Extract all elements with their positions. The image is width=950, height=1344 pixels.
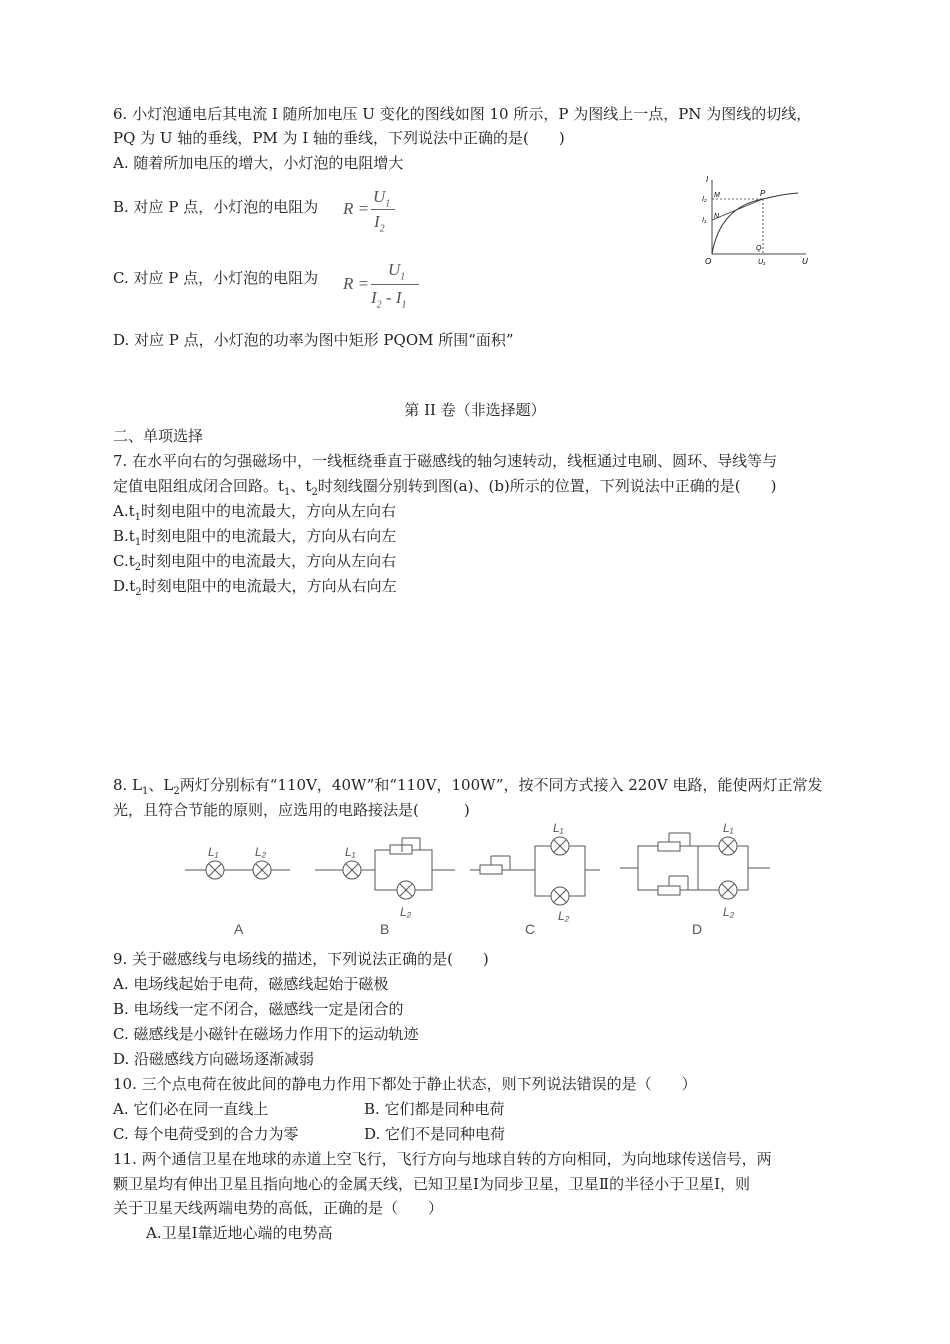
q10-stem: 10. 三个点电荷在彼此间的静电力作用下都处于静止状态，则下列说法错误的是（ ） xyxy=(113,1075,697,1093)
q6-option-a: A. 随着所加电压的增大，小灯泡的电阻增大 xyxy=(113,154,404,172)
q7-stem-line2: 定值电阻组成闭合回路。$t_1$、$t_2$时刻线圈分别转到图(a)、(b)所示的位置，下列说法中正确的是( ) xyxy=(113,477,777,498)
q7-option-c: $C.t_2$时刻电阻中的电流最大，方向从左向右 xyxy=(113,552,397,573)
label-o: O xyxy=(705,257,712,266)
circuit-c-label: C xyxy=(525,921,536,937)
q6-option-b: B. 对应 P 点，小灯泡的电阻为 xyxy=(113,198,319,216)
q6-stem-line1: 6. 小灯泡通电后其电流 I 随所加电压 U 变化的图线如图 10 所示，P 为图线上一点，PN 为图线的切线， xyxy=(113,105,812,123)
section-subtitle: 二、单项选择 xyxy=(113,427,204,445)
q8-stem-line1: 8. $L_1$、$L_2$两灯分别标有“110V，40W”和“110V，100W”，按不同方式接入 220V 电路，能使两灯正常发 xyxy=(113,776,823,797)
q8-stem-line2: 光，且符合节能的原则，应选用的电路接法是( ) xyxy=(113,801,470,819)
q6-stem-line2: PQ 为 U 轴的垂线，PM 为 I 轴的垂线，下列说法中正确的是( ) xyxy=(113,129,565,147)
circuit-b xyxy=(315,838,455,937)
circuit-c xyxy=(470,821,600,937)
circuit-b-l1: L₁ xyxy=(345,845,356,859)
circuit-b-l2: L₂ xyxy=(400,905,412,919)
q9-option-b: B. 电场线一定不闭合，磁感线一定是闭合的 xyxy=(113,1000,404,1018)
circuit-b-label: B xyxy=(380,921,390,937)
circuit-a-l2: L₂ xyxy=(255,845,267,859)
q11-stem-line3: 关于卫星天线两端电势的高低，正确的是（ ） xyxy=(113,1199,444,1217)
label-p: P xyxy=(760,189,766,198)
label-n: N xyxy=(714,213,720,220)
q11-stem-line1: 11. 两个通信卫星在地球的赤道上空飞行，飞行方向与地球自转的方向相同，为向地球传送信号，两 xyxy=(113,1150,772,1168)
label-i1: I₁ xyxy=(702,217,707,224)
q8-circuit-diagrams xyxy=(180,818,775,943)
circuit-d xyxy=(620,821,770,937)
q10-option-c: C. 每个电荷受到的合力为零 xyxy=(113,1125,299,1143)
q9-stem: 9. 关于磁感线与电场线的描述，下列说法正确的是( ) xyxy=(113,950,489,968)
circuit-a-label: A xyxy=(234,921,244,937)
circuit-a-l1: L₁ xyxy=(208,845,219,859)
circuit-c-l2: L₂ xyxy=(558,909,570,923)
circuit-d-label: D xyxy=(692,921,703,937)
q6-option-d: D. 对应 P 点，小灯泡的功率为图中矩形 PQOM 所围“面积” xyxy=(113,331,514,349)
q9-option-d: D. 沿磁感线方向磁场逐渐减弱 xyxy=(113,1050,315,1068)
q7-option-d: $D.t_2$时刻电阻中的电流最大，方向从右向左 xyxy=(113,577,397,598)
label-u1: U₁ xyxy=(758,259,766,266)
q10-option-d: D. 它们不是同种电荷 xyxy=(364,1125,506,1143)
circuit-a xyxy=(185,845,290,937)
q6-option-c: C. 对应 P 点，小灯泡的电阻为 xyxy=(113,269,319,287)
label-u: U xyxy=(802,257,808,266)
label-i2: I₂ xyxy=(702,196,707,203)
circuit-d-l1: L₁ xyxy=(723,821,734,835)
q9-option-a: A. 电场线起始于电荷，磁感线起始于磁极 xyxy=(113,975,389,993)
label-q: Q xyxy=(756,245,762,252)
tangent-pn xyxy=(712,199,763,220)
q6-option-c-formula: R = $U_1$ $I_2 - I_1$ xyxy=(343,260,433,312)
q7-option-b: $B.t_1$时刻电阻中的电流最大，方向从右向左 xyxy=(113,527,397,548)
q10-option-a: A. 它们必在同一直线上 xyxy=(113,1100,269,1118)
q7-stem-line1: 7. 在水平向右的匀强磁场中，一线框绕垂直于磁感线的轴匀速转动，线框通过电刷、圆环、导线等与 xyxy=(113,452,778,470)
circuit-c-l1: L₁ xyxy=(553,821,564,835)
section-title: 第 II 卷（非选择题） xyxy=(404,401,546,419)
label-i: I xyxy=(706,175,709,184)
q10-option-b: B. 它们都是同种电荷 xyxy=(364,1100,505,1118)
q9-option-c: C. 磁感线是小磁针在磁场力作用下的运动轨迹 xyxy=(113,1025,419,1043)
q6-iu-graph xyxy=(698,172,818,267)
q11-option-a: A.卫星Ⅰ靠近地心端的电势高 xyxy=(146,1224,333,1242)
q11-stem-line2: 颗卫星均有伸出卫星且指向地心的金属天线，已知卫星Ⅰ为同步卫星，卫星Ⅱ的半径小于卫星Ⅰ，则 xyxy=(113,1175,751,1193)
circuit-d-l2: L₂ xyxy=(723,905,735,919)
label-m: M xyxy=(714,192,720,199)
q7-option-a: $A.t_1$时刻电阻中的电流最大，方向从左向右 xyxy=(113,502,397,523)
q6-option-b-formula: R = $U_1$ $I_2$ xyxy=(343,187,423,237)
